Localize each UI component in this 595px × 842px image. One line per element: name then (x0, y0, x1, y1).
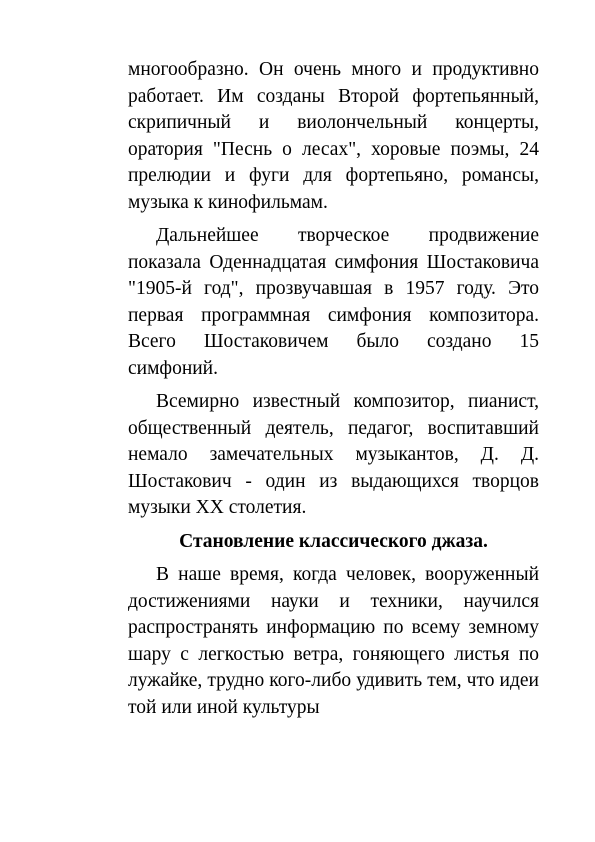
section-heading: Становление классического джаза. (179, 530, 488, 552)
document-page (128, 57, 539, 721)
paragraph-shostakovich-summary: Всемирно известный композитор, пианист, общественный деятель, педагог, воспитавший немало замечательных музыкантов, Д. Д. Шостакович - один из выдающихся творцов музыки XX столетия. (128, 391, 539, 518)
paragraph-continuation: многообразно. Он очень много и продуктивно работает. Им созданы Второй фортепьянный, скрипичный и виолончельный концерты, оратория "Песнь о лесах", хоровые поэмы, 24 прелюдии и фуги для фортепьяно, романсы, музыка к кинофильмам. (128, 59, 539, 213)
paragraph-jazz-intro: В наше время, когда человек, вооруженный достижениями науки и техники, научился распространять информацию по всему земному шару с легкостью ветра, гоняющего листья по лужайке, трудно кого-либо удивить тем, что идеи той или иной культуры (128, 564, 539, 718)
paragraph-eleventh-symphony: Дальнейшее творческое продвижение показала Оденнадцатая симфония Шостаковича "1905-й год", прозвучавшая в 1957 году. Это первая программная симфония композитора. Всего Шостаковичем было создано 15 симфоний. (128, 225, 539, 379)
